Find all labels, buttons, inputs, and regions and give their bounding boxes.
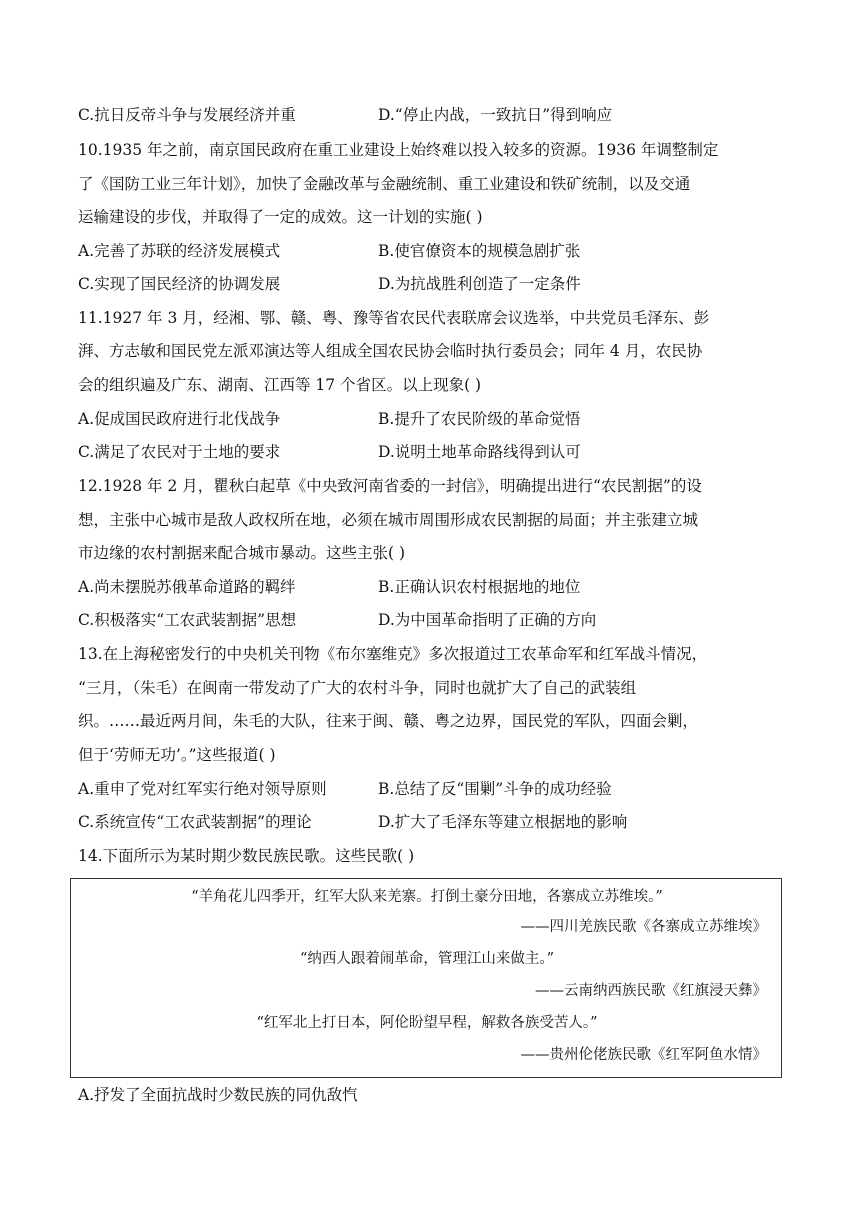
folk-song-3-text: “红军北上打日本，阿伦盼望早程，解救各族受苦人。”: [256, 1015, 598, 1031]
q13-option-row-ab: [78, 778, 788, 800]
q11-option-row-cd: [78, 441, 788, 463]
q12-stem-line-1: 12.1928 年 2 月，瞿秋白起草《中央致河南省委的一封信》，明确提出进行“农民割据”的设: [78, 477, 702, 495]
folk-song-2-source: ——云南纳西族民歌《红旗浸天彝》: [535, 983, 767, 999]
folk-song-2-text: “纳西人跟着闹革命，管理江山来做主。”: [299, 951, 555, 967]
q12-option-a: A.尚未摆脱苏俄革命道路的羁绊: [78, 578, 296, 596]
q11-stem-line-2: 湃、方志敏和国民党左派邓演达等人组成全国农民协会临时执行委员会；同年 4 月，农民协: [78, 342, 703, 360]
q10-option-c: C.实现了国民经济的协调发展: [78, 275, 281, 293]
q11-option-a: A.促成国民政府进行北伐战争: [78, 410, 281, 428]
q10-option-d: D.为抗战胜利创造了一定条件: [378, 275, 581, 293]
q11-stem-line-3: 会的组织遍及广东、湖南、江西等 17 个省区。以上现象( ): [78, 376, 482, 394]
q13-option-row-cd: [78, 811, 788, 833]
q11-option-d: D.说明土地革命路线得到认可: [378, 443, 581, 461]
q14-stem: 14.下面所示为某时期少数民族民歌。这些民歌( ): [78, 847, 415, 865]
q12-option-b: B.正确认识农村根据地的地位: [378, 578, 581, 596]
q9-option-row-cd: [78, 104, 788, 126]
q13-option-b: B.总结了反“围剿”斗争的成功经验: [378, 780, 612, 798]
folk-song-1-source: ——四川羌族民歌《各寨成立苏维埃》: [520, 919, 767, 935]
q10-stem-line-3: 运输建设的步伐，并取得了一定的成效。这一计划的实施( ): [78, 208, 483, 226]
q12-option-d: D.为中国革命指明了正确的方向: [378, 611, 597, 629]
q9-option-c: C.抗日反帝斗争与发展经济并重: [78, 106, 296, 124]
q12-option-row-ab: [78, 576, 788, 598]
q13-option-a: A.重申了党对红军实行绝对领导原则: [78, 780, 327, 798]
q14-option-a: A.抒发了全面抗战时少数民族的同仇敌忾: [78, 1086, 358, 1104]
q10-option-row-ab: [78, 240, 788, 262]
q9-option-d: D.“停止内战，一致抗日”得到响应: [378, 106, 613, 124]
q13-stem-line-3: 织。……最近两月间，朱毛的大队，往来于闽、赣、粤之边界，国民党的军队，四面会剿，: [78, 712, 699, 730]
q13-option-d: D.扩大了毛泽东等建立根据地的影响: [378, 813, 628, 831]
q12-stem-line-2: 想，主张中心城市是敌人政权所在地，必须在城市周围形成农民割据的局面；并主张建立城: [78, 511, 699, 529]
q13-stem-line-2: “三月，（朱毛）在闽南一带发动了广大的农村斗争，同时也就扩大了自己的武装组: [78, 679, 637, 697]
q10-option-b: B.使官僚资本的规模急剧扩张: [378, 242, 581, 260]
q10-option-row-cd: [78, 273, 788, 295]
q12-stem-line-3: 市边缘的农村割据来配合城市暴动。这些主张( ): [78, 544, 406, 562]
q11-stem-line-1: 11.1927 年 3 月，经湘、鄂、赣、粤、豫等省农民代表联席会议选举，中共党员毛泽东、彭: [78, 309, 710, 327]
q10-stem-line-2: 了《国防工业三年计划》，加快了金融改革与金融统制、重工业建设和铁矿统制，以及交通: [78, 175, 691, 193]
folk-song-box: [70, 878, 782, 1078]
q13-stem-line-4: 但于‘劳师无功’。”这些报道( ): [78, 746, 276, 764]
q11-option-row-ab: [78, 408, 788, 430]
q11-option-b: B.提升了农民阶级的革命觉悟: [378, 410, 581, 428]
q13-option-c: C.系统宣传“工农武装割据”的理论: [78, 813, 312, 831]
folk-song-3-source: ——贵州伦佬族民歌《红军阿鱼水情》: [520, 1047, 767, 1063]
q11-option-c: C.满足了农民对于土地的要求: [78, 443, 281, 461]
q12-option-c: C.积极落实“工农武装割据”思想: [78, 611, 297, 629]
q10-option-a: A.完善了苏联的经济发展模式: [78, 242, 281, 260]
q12-option-row-cd: [78, 609, 788, 631]
folk-song-1-text: “羊角花儿四季开，红军大队来羌寨。打倒土豪分田地，各寨成立苏维埃。”: [191, 889, 663, 905]
q13-stem-line-1: 13.在上海秘密发行的中央机关刊物《布尔塞维克》多次报道过工农革命军和红军战斗情况，: [78, 645, 708, 663]
q10-stem-line-1: 10.1935 年之前，南京国民政府在重工业建设上始终难以投入较多的资源。1936 年调整制定: [78, 141, 719, 159]
